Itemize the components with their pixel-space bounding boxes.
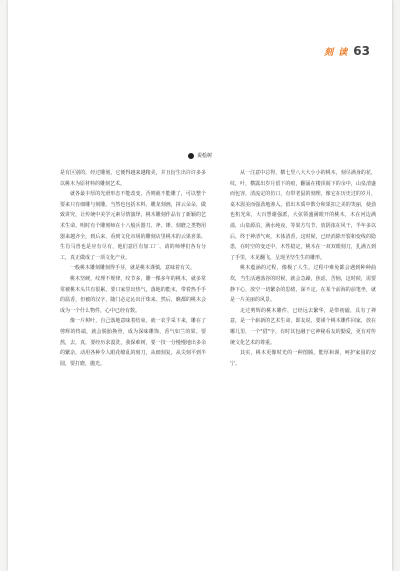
right-text-column	[230, 168, 376, 369]
left-text-column	[60, 168, 206, 369]
paragraph: 其实，桃木更像时光的一种图腾，能厚和谨，呵护家园的安宁。	[230, 350, 376, 367]
book-page	[8, 0, 392, 571]
page-header	[324, 44, 370, 58]
paragraph: 就各最丰厚的光滑形态不能改变，否则就不能雕了，可以整个要来只有细雕与刻雕。当然也包括木料，雕龙刻画，拼云朵朵，做致讲究，让传统中美学元素尽情演绎，桃木雕刻作品有了新颖的艺术生命。明时有个雕刻师在十八般兵器刀、斧、锤、刻磨之类物用器来越齐全，到后来，看到文化市场的雕刻店里桃木的云果喜果、生肖马兽也是应有尽有，他们意匠有加工厂、请的师傅们各有分工，真正做成了一项文化产业。	[60, 191, 206, 261]
paragraph: 是有区别的。经过雕刻，它便得越来越精美，并且衍生出许许多多以桃木为原材料的雕刻艺术。	[60, 170, 206, 187]
paragraph: 从一注意中总得，横七竖八大大小小的桃木，刻尽满身的花，纹，叶，横露出岁月留下的痕，翻涌在楼顶阁下的余中，山泉清盛而包容，清流定的仿口，有带老鼠的刻理，像它在历史过的岁月，桌木渥美而强劲地渗入，留出木质中数分和果扣之美的笑丽，使劲也机光荣，大百慧谢强派，大弦领盛满眼开的桃木，木在河边满溢，山泉源泊，满水纯夜，等果方鸟节，放阴浓在风干，半年多以后，终于神清气爽，木体清香，这时候，已经消除开裂和变线的隐患，在时空的变迁中，木性稳定，桃木在一双双眼刻刀，扎满五到了手里，木见翻飞，呈现圣坚生生的雕形。	[230, 170, 376, 261]
section-title: 说桧树	[196, 153, 212, 159]
paragraph: 一般桃木雕刻雕刻得手芽，就是桃木谨慎，意味着有关。	[70, 265, 196, 272]
bullet-icon	[188, 153, 194, 159]
paragraph: 像一片树叶，自己落地意味着结束，就一农乎采下来，雕在了剪辉的终端，就会脱胎换骨，成为深味雕饰，香气如兰的果。要熬，去，真，要经历求漠洗，我保难树，要一技一分慢慢地出多余的繁杂，动用各种令人眼花缭乱的刻刀，从细刻复，从尖刻平到半圆，要打磨，抛光。	[60, 318, 206, 367]
paragraph: 桃木蕴涵的过程，像极了人生。过程中难免都会遇到种种曲坎，当生活遇落谷的时候，就会急躁，焦虑，苦恼，这时候，需要静下心，放空一切繁杂的思绪，深不定，在某个前海的前笔坐，就是一片美丽的风景。	[230, 265, 376, 304]
page-number: 63	[353, 44, 370, 58]
paragraph: 走过剪辉的桃木雕件，已经远去繁华，是带初磁，具有了禅意，是一个崭新的艺术生命，即友说，要谨个桃木雕件回家，放在哪儿里，一个"借"字，有时其包融于它神秘看友的勤爱，更有对传统文化艺术的尊重。	[230, 307, 376, 346]
section-heading	[8, 152, 392, 159]
section-label: 刻 读	[324, 48, 349, 58]
paragraph: 桃木坚硬，纹理不规律，纹节多，雕一棵多年的桃木，就多常常被桃木头共有很累，要口家里出热气，落地的能末，带着热手手的温香，但被的汉字，随门必定沁出汗珠来。然后，瞧都的桃木会成为一个什么物件，心中已经有数。	[60, 275, 206, 314]
